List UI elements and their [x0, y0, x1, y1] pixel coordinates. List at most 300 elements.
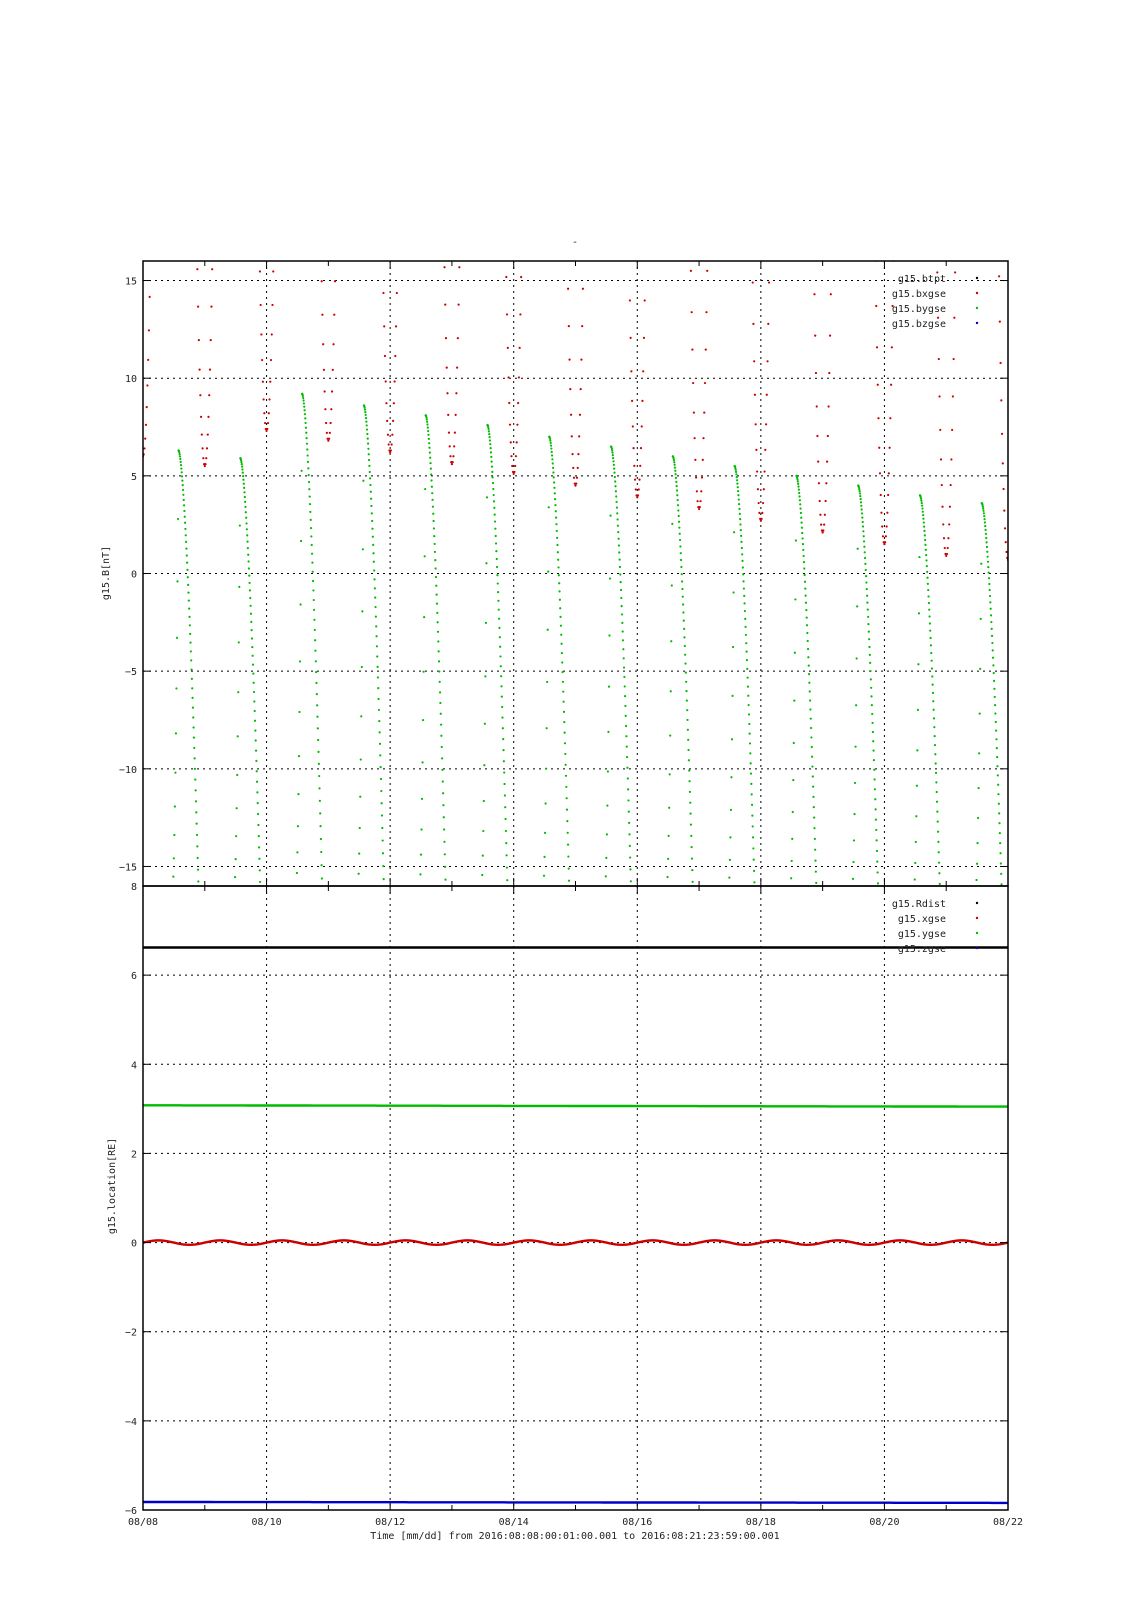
bxgse-point — [151, 240, 153, 242]
bygse-point — [614, 485, 616, 487]
bygse-point — [361, 666, 363, 668]
bygse-point — [191, 697, 193, 699]
bxgse-point — [219, 240, 221, 242]
bxgse-point — [146, 384, 148, 386]
bygse-point — [427, 434, 429, 436]
bygse-point — [312, 571, 314, 573]
bxgse-point — [909, 240, 911, 242]
bygse-point — [747, 677, 749, 679]
bxgse-point — [845, 240, 847, 242]
bygse-point — [850, 904, 852, 906]
bxgse-point — [680, 240, 682, 242]
bygse-point — [306, 448, 308, 450]
bxgse-point — [996, 240, 998, 242]
bxgse-point — [694, 459, 696, 461]
bxgse-point — [193, 240, 195, 242]
bxgse-point — [499, 240, 501, 242]
bygse-point — [798, 495, 800, 497]
bygse-point — [382, 865, 384, 867]
bxgse-point — [854, 240, 856, 242]
bxgse-point — [169, 240, 171, 242]
bxgse-point — [866, 240, 868, 242]
bygse-point — [301, 470, 303, 472]
bygse-point — [564, 753, 566, 755]
bxgse-point — [454, 432, 456, 434]
bygse-point — [372, 536, 374, 538]
bxgse-point — [887, 494, 889, 496]
y-tick-label: −10 — [118, 764, 137, 776]
bxgse-point — [379, 240, 381, 242]
bxgse-point — [338, 240, 340, 242]
bxgse-point — [827, 405, 829, 407]
bxgse-point — [636, 496, 638, 498]
bxgse-point — [620, 240, 622, 242]
bxgse-point — [780, 240, 782, 242]
bygse-point — [984, 525, 986, 527]
bygse-point — [317, 727, 319, 729]
bygse-point — [674, 466, 676, 468]
bxgse-point — [946, 553, 948, 555]
bygse-point — [561, 652, 563, 654]
bxgse-point — [270, 359, 272, 361]
bygse-point — [565, 775, 567, 777]
bxgse-point — [612, 240, 614, 242]
bxgse-point — [722, 240, 724, 242]
bxgse-point — [907, 240, 909, 242]
bxgse-point — [719, 240, 721, 242]
bygse-point — [503, 771, 505, 773]
panel-location-frame — [143, 886, 1008, 1510]
bxgse-point — [263, 398, 265, 400]
bygse-point — [808, 673, 810, 675]
bxgse-point — [468, 240, 470, 242]
bygse-point — [975, 879, 977, 881]
bxgse-point — [283, 240, 285, 242]
bygse-point — [432, 513, 434, 515]
bygse-point — [502, 727, 504, 729]
bxgse-point — [787, 240, 789, 242]
bxgse-point — [334, 280, 336, 282]
bygse-point — [626, 756, 628, 758]
bygse-point — [181, 480, 183, 482]
bxgse-point — [988, 240, 990, 242]
bxgse-point — [392, 420, 394, 422]
bxgse-point — [924, 240, 926, 242]
bxgse-point — [568, 359, 570, 361]
bxgse-point — [747, 240, 749, 242]
bxgse-point — [973, 240, 975, 242]
bxgse-point — [328, 438, 330, 440]
bygse-point — [735, 469, 737, 471]
bygse-point — [417, 904, 419, 906]
bygse-point — [190, 668, 192, 670]
bxgse-point — [856, 240, 858, 242]
bxgse-point — [717, 240, 719, 242]
bxgse-point — [782, 240, 784, 242]
bygse-point — [182, 489, 184, 491]
bygse-point — [870, 687, 872, 689]
bxgse-point — [618, 240, 620, 242]
bygse-point — [862, 525, 864, 527]
bxgse-point — [560, 240, 562, 242]
bxgse-point — [152, 240, 154, 242]
bygse-point — [997, 784, 999, 786]
bygse-point — [926, 577, 928, 579]
bygse-point — [998, 822, 1000, 824]
bxgse-point — [474, 240, 476, 242]
bygse-point — [302, 397, 304, 399]
bygse-point — [232, 904, 234, 906]
bygse-point — [611, 449, 613, 451]
bxgse-point — [359, 240, 361, 242]
bygse-point — [479, 904, 481, 906]
bxgse-point — [756, 470, 758, 472]
bygse-point — [188, 599, 190, 601]
bygse-point — [807, 656, 809, 658]
bxgse-point — [396, 292, 398, 294]
bxgse-point — [469, 240, 471, 242]
bxgse-point — [292, 240, 294, 242]
bygse-point — [729, 859, 731, 861]
bygse-point — [993, 672, 995, 674]
bxgse-point — [352, 240, 354, 242]
bxgse-point — [354, 240, 356, 242]
bxgse-point — [830, 248, 832, 250]
bygse-point — [803, 567, 805, 569]
bygse-point — [979, 668, 981, 670]
bygse-point — [614, 476, 616, 478]
bxgse-point — [766, 394, 768, 396]
bygse-point — [564, 742, 566, 744]
bygse-point — [682, 611, 684, 613]
bxgse-point — [623, 240, 625, 242]
bxgse-point — [700, 490, 702, 492]
bxgse-point — [943, 537, 945, 539]
bxgse-point — [491, 240, 493, 242]
bxgse-point — [245, 240, 247, 242]
bxgse-point — [814, 335, 816, 337]
bxgse-point — [230, 240, 232, 242]
bygse-point — [182, 484, 184, 486]
x-tick-label: 08/14 — [498, 1517, 529, 1528]
bxgse-point — [919, 240, 921, 242]
bxgse-point — [658, 240, 660, 242]
bxgse-point — [735, 240, 737, 242]
bxgse-point — [784, 240, 786, 242]
bxgse-point — [891, 346, 893, 348]
bygse-point — [294, 904, 296, 906]
bygse-point — [551, 454, 553, 456]
bxgse-point — [265, 430, 267, 432]
bxgse-point — [583, 240, 585, 242]
bygse-point — [686, 699, 688, 701]
bxgse-point — [983, 240, 985, 242]
bygse-point — [743, 602, 745, 604]
bxgse-point — [342, 240, 344, 242]
bygse-point — [299, 603, 301, 605]
bxgse-point — [843, 240, 845, 242]
bygse-point — [499, 655, 501, 657]
bygse-point — [996, 747, 998, 749]
bygse-point — [816, 904, 818, 906]
bxgse-point — [547, 240, 549, 242]
y-tick-label: −5 — [124, 667, 137, 679]
bygse-point — [245, 517, 247, 519]
bxgse-point — [871, 240, 873, 242]
bygse-point — [495, 550, 497, 552]
bxgse-point — [873, 240, 875, 242]
bygse-point — [482, 855, 484, 857]
bygse-point — [690, 835, 692, 837]
bxgse-point — [877, 417, 879, 419]
bxgse-point — [178, 240, 180, 242]
bygse-point — [315, 682, 317, 684]
bxgse-point — [373, 240, 375, 242]
bygse-point — [748, 713, 750, 715]
bygse-point — [171, 898, 173, 900]
bygse-point — [313, 609, 315, 611]
bxgse-point — [721, 240, 723, 242]
bygse-point — [496, 574, 498, 576]
bygse-point — [613, 468, 615, 470]
bxgse-point — [380, 240, 382, 242]
bygse-point — [733, 531, 735, 533]
bxgse-point — [260, 333, 262, 335]
bxgse-point — [600, 240, 602, 242]
bxgse-point — [429, 240, 431, 242]
bygse-point — [376, 666, 378, 668]
bygse-point — [741, 553, 743, 555]
bxgse-point — [840, 240, 842, 242]
bxgse-point — [313, 240, 315, 242]
bxgse-point — [199, 394, 201, 396]
bygse-point — [367, 443, 369, 445]
bygse-point — [671, 523, 673, 525]
bygse-point — [748, 723, 750, 725]
bygse-point — [296, 872, 298, 874]
bxgse-point — [985, 240, 987, 242]
bygse-point — [317, 739, 319, 741]
bygse-point — [320, 864, 322, 866]
bygse-point — [305, 427, 307, 429]
bxgse-point — [621, 240, 623, 242]
bygse-point — [813, 827, 815, 829]
bygse-point — [381, 802, 383, 804]
bygse-point — [692, 893, 694, 895]
bxgse-point — [597, 240, 599, 242]
bygse-point — [299, 660, 301, 662]
bygse-point — [685, 672, 687, 674]
bxgse-point — [792, 240, 794, 242]
bxgse-point — [557, 240, 559, 242]
bygse-point — [815, 882, 817, 884]
bxgse-point — [182, 240, 184, 242]
bxgse-point — [499, 240, 501, 242]
bxgse-point — [486, 240, 488, 242]
bygse-point — [865, 581, 867, 583]
bygse-point — [302, 395, 304, 397]
bxgse-point — [495, 240, 497, 242]
bygse-point — [242, 479, 244, 481]
bxgse-point — [635, 488, 637, 490]
bxgse-point — [561, 240, 563, 242]
bxgse-point — [743, 240, 745, 242]
bxgse-point — [577, 467, 579, 469]
bxgse-point — [411, 240, 413, 242]
bygse-point — [750, 783, 752, 785]
bygse-point — [373, 561, 375, 563]
bygse-point — [321, 904, 323, 906]
bxgse-point — [728, 240, 730, 242]
bxgse-point — [769, 240, 771, 242]
bxgse-point — [916, 240, 918, 242]
bygse-point — [995, 738, 997, 740]
bygse-point — [366, 428, 368, 430]
bxgse-point — [709, 240, 711, 242]
bygse-point — [483, 800, 485, 802]
bxgse-point — [938, 358, 940, 360]
bygse-point — [359, 796, 361, 798]
bygse-point — [857, 548, 859, 550]
bygse-point — [187, 584, 189, 586]
bygse-point — [377, 698, 379, 700]
bygse-point — [241, 463, 243, 465]
bxgse-point — [777, 240, 779, 242]
bygse-point — [307, 454, 309, 456]
bxgse-point — [546, 240, 548, 242]
bygse-point — [994, 704, 996, 706]
bygse-point — [606, 805, 608, 807]
bxgse-point — [271, 304, 273, 306]
bxgse-point — [245, 240, 247, 242]
bxgse-point — [970, 240, 972, 242]
bxgse-point — [251, 240, 253, 242]
bxgse-point — [507, 347, 509, 349]
bygse-point — [926, 571, 928, 573]
bxgse-point — [484, 240, 486, 242]
bxgse-point — [447, 414, 449, 416]
bygse-point — [727, 903, 729, 905]
bygse-point — [861, 508, 863, 510]
bxgse-point — [950, 484, 952, 486]
bygse-point — [311, 562, 313, 564]
bxgse-point — [822, 529, 824, 531]
bxgse-point — [348, 240, 350, 242]
bxgse-point — [518, 376, 520, 378]
bygse-point — [181, 471, 183, 473]
bxgse-point — [859, 240, 861, 242]
bxgse-point — [389, 451, 391, 453]
bxgse-point — [458, 266, 460, 268]
bygse-point — [619, 559, 621, 561]
bygse-point — [549, 440, 551, 442]
bxgse-point — [941, 506, 943, 508]
bygse-point — [754, 893, 756, 895]
bxgse-point — [851, 240, 853, 242]
series-g15-ygse — [143, 1105, 1008, 1106]
bygse-point — [923, 521, 925, 523]
bygse-point — [505, 854, 507, 856]
bxgse-point — [982, 240, 984, 242]
bygse-point — [186, 569, 188, 571]
panel-location-series — [143, 948, 1008, 1503]
bxgse-point — [145, 424, 147, 426]
bxgse-point — [839, 240, 841, 242]
bygse-point — [665, 903, 667, 905]
bygse-point — [616, 518, 618, 520]
bxgse-point — [511, 465, 513, 467]
bygse-point — [370, 491, 372, 493]
bygse-point — [618, 551, 620, 553]
bygse-point — [791, 860, 793, 862]
bygse-point — [194, 768, 196, 770]
bygse-point — [197, 880, 199, 882]
bygse-point — [238, 586, 240, 588]
bxgse-point — [322, 343, 324, 345]
bygse-point — [357, 898, 359, 900]
bygse-point — [436, 594, 438, 596]
bxgse-point — [923, 240, 925, 242]
bxgse-point — [854, 240, 856, 242]
bygse-point — [190, 659, 192, 661]
bxgse-point — [839, 240, 841, 242]
bxgse-point — [549, 240, 551, 242]
x-tick-label: 08/08 — [127, 1517, 159, 1528]
bygse-point — [630, 880, 632, 882]
bxgse-point — [786, 240, 788, 242]
bygse-point — [853, 839, 855, 841]
bygse-point — [433, 535, 435, 537]
bygse-point — [563, 701, 565, 703]
bxgse-point — [527, 240, 529, 242]
bxgse-point — [564, 240, 566, 242]
bygse-point — [621, 605, 623, 607]
bxgse-point — [493, 240, 495, 242]
bygse-point — [736, 476, 738, 478]
bygse-point — [185, 547, 187, 549]
bxgse-point — [405, 240, 407, 242]
bxgse-point — [750, 240, 752, 242]
bygse-point — [487, 428, 489, 430]
bxgse-point — [367, 240, 369, 242]
bygse-point — [813, 806, 815, 808]
bygse-point — [371, 512, 373, 514]
bygse-point — [986, 541, 988, 543]
bxgse-point — [274, 240, 276, 242]
bxgse-point — [661, 240, 663, 242]
bxgse-point — [624, 240, 626, 242]
bygse-point — [626, 745, 628, 747]
bxgse-point — [187, 240, 189, 242]
bxgse-point — [956, 240, 958, 242]
bxgse-point — [257, 240, 259, 242]
bxgse-point — [223, 240, 225, 242]
bxgse-point — [262, 381, 264, 383]
bygse-point — [378, 720, 380, 722]
bygse-point — [304, 417, 306, 419]
bygse-point — [629, 856, 631, 858]
bygse-point — [741, 560, 743, 562]
bygse-point — [503, 760, 505, 762]
bxgse-point — [498, 240, 500, 242]
bxgse-point — [807, 240, 809, 242]
bxgse-point — [246, 240, 248, 242]
bygse-point — [623, 666, 625, 668]
bxgse-point — [158, 240, 160, 242]
bxgse-point — [341, 240, 343, 242]
bygse-point — [382, 839, 384, 841]
bygse-point — [553, 481, 555, 483]
